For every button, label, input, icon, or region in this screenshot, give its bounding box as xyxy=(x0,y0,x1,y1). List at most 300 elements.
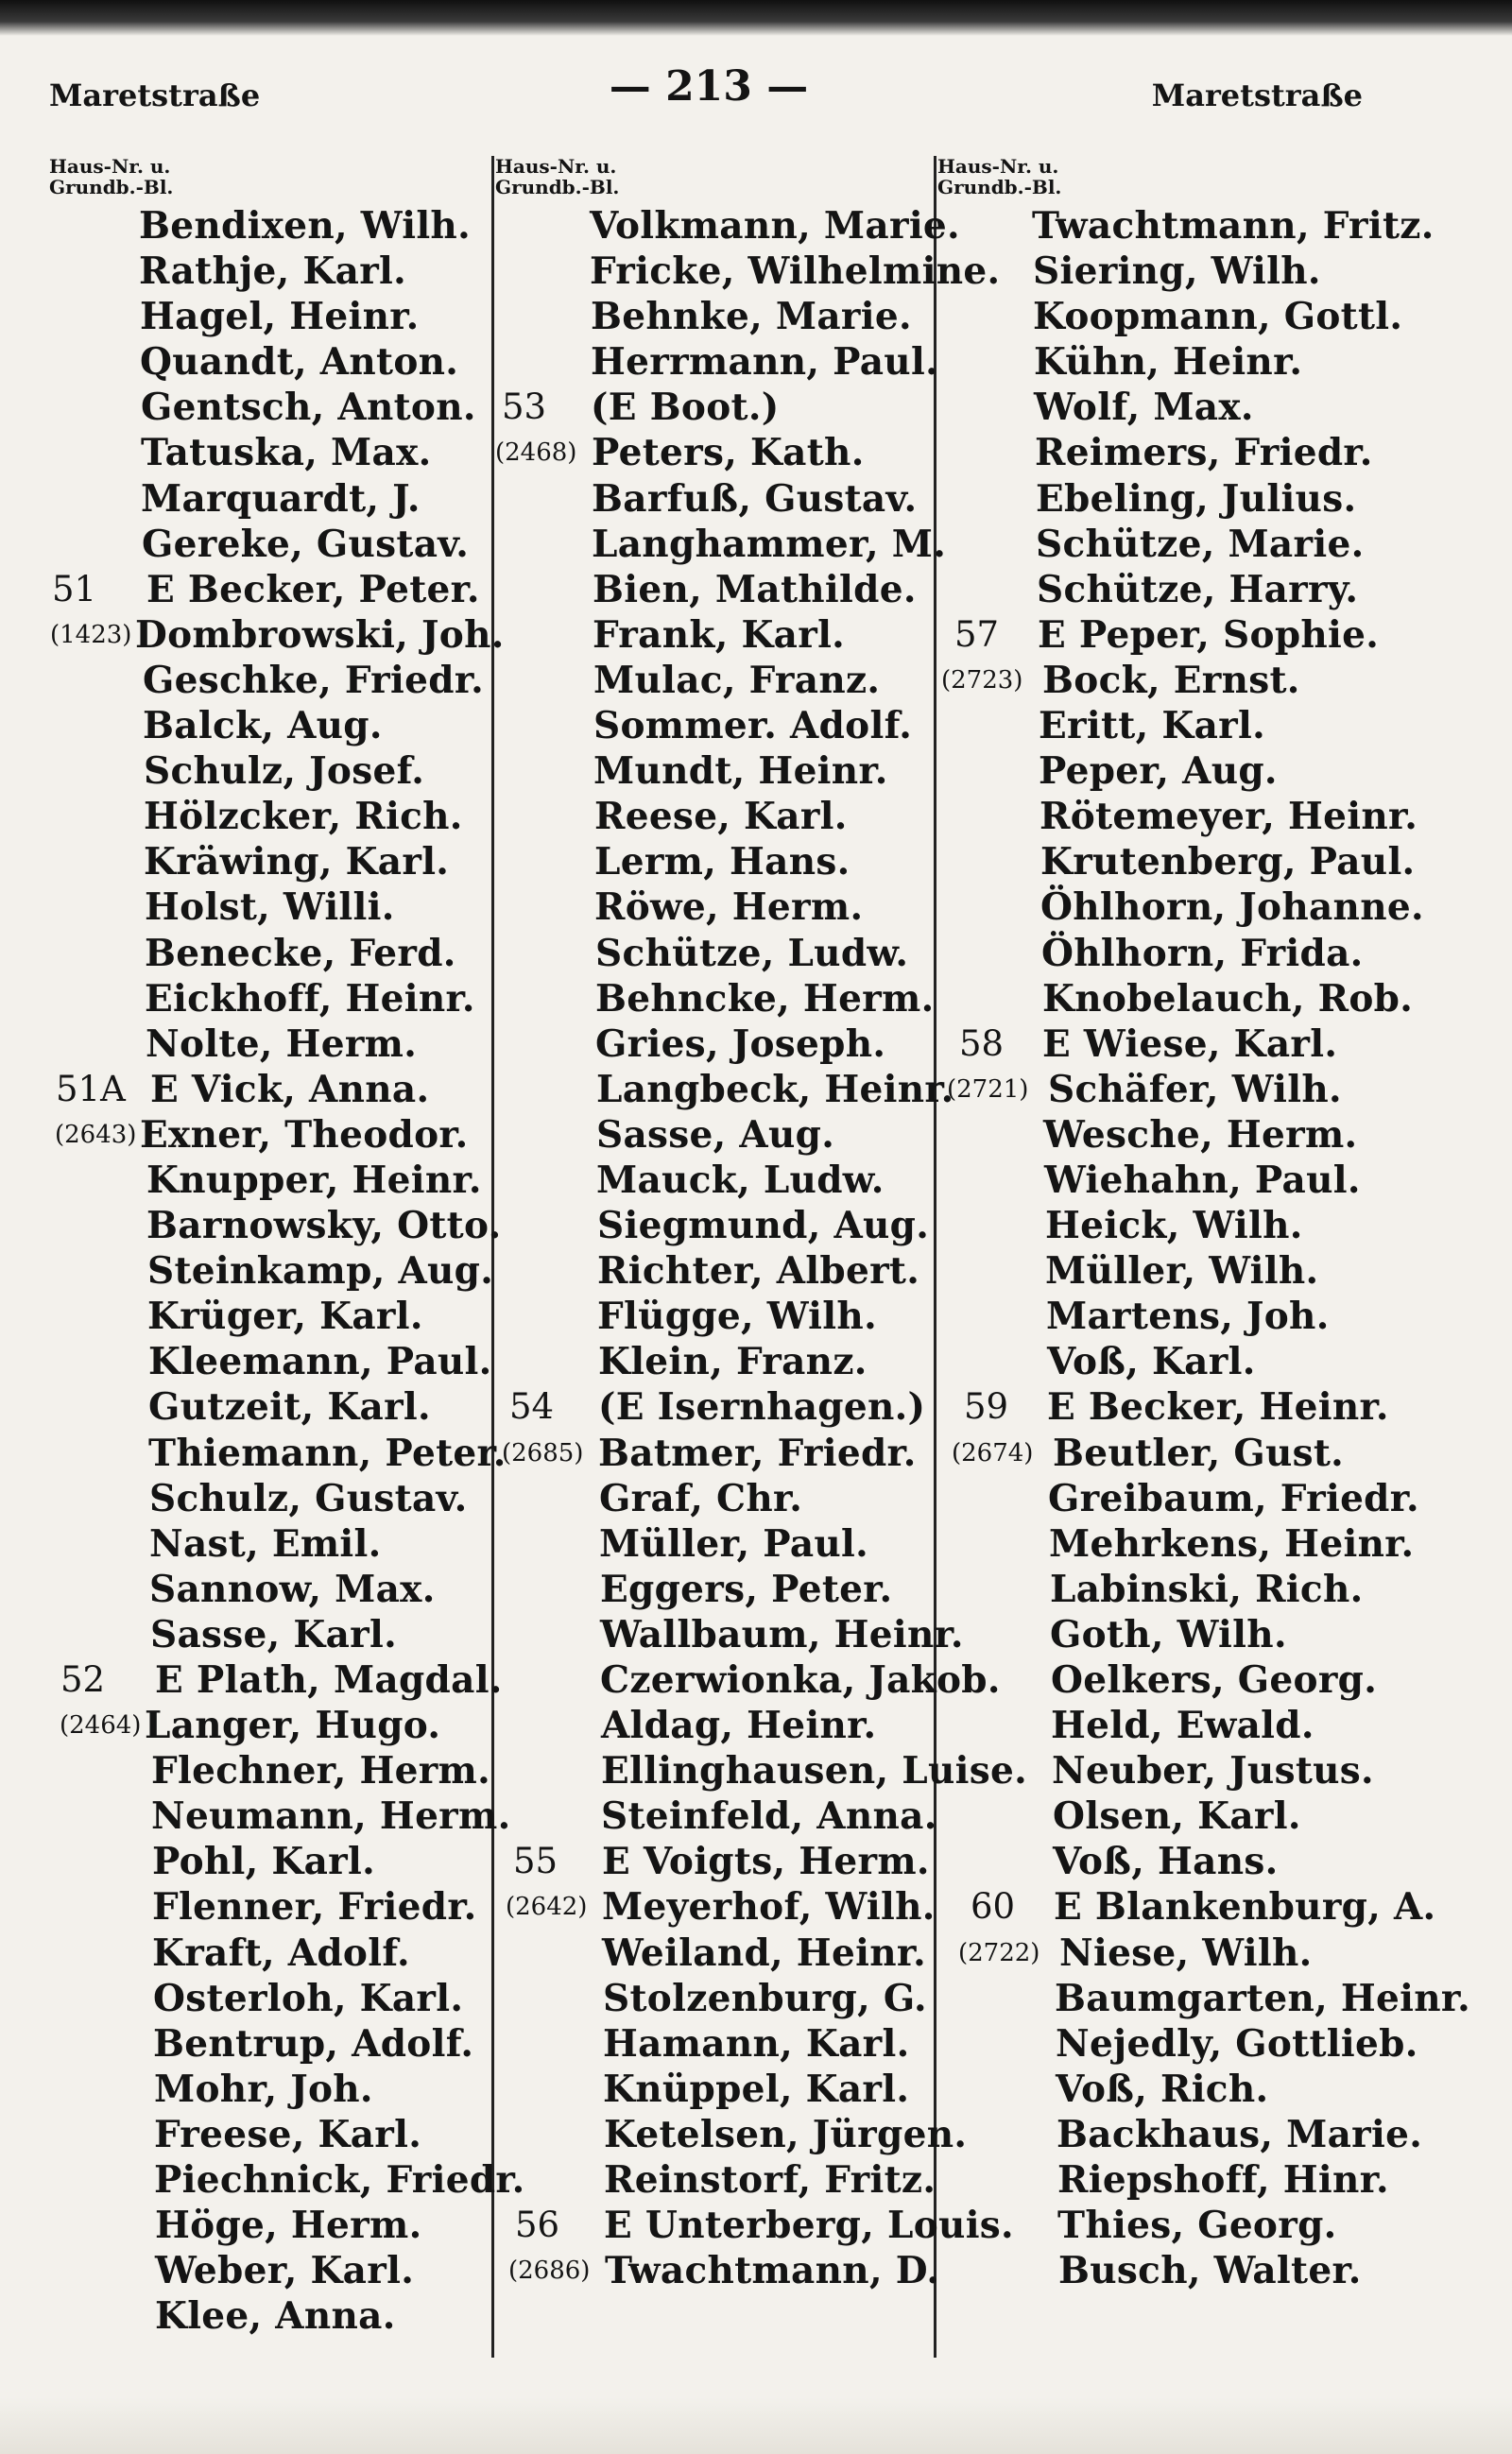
directory-entry xyxy=(937,884,1424,930)
directory-entry xyxy=(937,1294,1410,1339)
directory-entry xyxy=(49,931,484,976)
resident-name: Hagel, Heinr. xyxy=(140,295,420,339)
resident-name: Sommer. Adolf. xyxy=(593,704,913,748)
directory-entry xyxy=(49,476,484,522)
directory-entry xyxy=(495,1112,930,1158)
resident-name: Knüppel, Karl. xyxy=(603,2067,910,2111)
directory-entry xyxy=(937,1884,1436,1930)
directory-entry xyxy=(49,884,484,930)
directory-entry xyxy=(937,294,1410,339)
directory-entry xyxy=(937,1612,1410,1657)
resident-name: Schütze, Ludw. xyxy=(595,931,909,975)
resident-name: Ketelsen, Jürgen. xyxy=(604,2112,968,2156)
resident-name: Müller, Wilh. xyxy=(1045,1249,1319,1294)
directory-entry xyxy=(937,1384,1410,1430)
directory-entry xyxy=(49,1976,484,2021)
house-number: 52 xyxy=(60,1659,106,1700)
resident-name: Pohl, Karl. xyxy=(152,1840,376,1884)
directory-entry xyxy=(937,794,1418,839)
directory-entry xyxy=(49,703,484,748)
directory-entry xyxy=(937,2157,1410,2203)
resident-name: Thiemann, Peter. xyxy=(148,1431,507,1475)
land-register-number: (2674) xyxy=(952,1438,1034,1467)
resident-name: Neumann, Herm. xyxy=(151,1794,511,1839)
resident-name: Frank, Karl. xyxy=(593,612,846,657)
resident-name: Sasse, Aug. xyxy=(596,1112,835,1157)
resident-name: Dombrowski, Joh. xyxy=(135,612,505,657)
resident-name: (E Boot.) xyxy=(591,386,780,430)
directory-entry xyxy=(495,2157,936,2203)
directory-entry xyxy=(49,1703,484,1748)
directory-entry xyxy=(937,658,1410,703)
land-register-number: (1423) xyxy=(50,620,132,649)
directory-entry xyxy=(49,1521,484,1567)
resident-name: Mauck, Ludw. xyxy=(596,1158,885,1202)
resident-name: Röwe, Herm. xyxy=(594,885,864,930)
directory-entry xyxy=(495,931,930,976)
directory-entry xyxy=(495,884,930,930)
resident-name: E Unterberg, Louis. xyxy=(604,2204,1014,2248)
resident-name: Geschke, Friedr. xyxy=(143,658,484,702)
resident-name: Krüger, Karl. xyxy=(147,1295,423,1339)
directory-entry xyxy=(49,2067,484,2112)
land-register-number: (2643) xyxy=(55,1120,137,1149)
directory-entry xyxy=(49,1203,502,1248)
resident-name: Schütze, Harry. xyxy=(1037,567,1359,611)
directory-entry xyxy=(495,1612,964,1657)
directory-entry xyxy=(49,1476,484,1521)
resident-name: Bock, Ernst. xyxy=(1042,658,1300,702)
directory-entry xyxy=(49,658,484,703)
directory-entry xyxy=(495,1703,930,1748)
directory-entry xyxy=(937,931,1410,976)
directory-entry xyxy=(937,1158,1410,1203)
resident-name: Martens, Joh. xyxy=(1046,1295,1330,1339)
house-number: 59 xyxy=(964,1386,1009,1428)
house-number: 57 xyxy=(954,613,1000,655)
land-register-number: (2721) xyxy=(947,1074,1029,1104)
directory-entry xyxy=(495,1976,930,2021)
directory-entry xyxy=(495,339,938,385)
directory-entry xyxy=(937,1839,1410,1884)
resident-name: Neuber, Justus. xyxy=(1052,1749,1374,1793)
directory-entry xyxy=(937,1748,1410,1793)
directory-entry xyxy=(49,1839,484,1884)
directory-entry xyxy=(49,339,484,385)
resident-name: Peters, Kath. xyxy=(592,431,865,475)
resident-name: Schulz, Gustav. xyxy=(149,1476,468,1520)
directory-entry xyxy=(495,2112,968,2157)
resident-name: Öhlhorn, Johanne. xyxy=(1040,885,1424,930)
house-number: 55 xyxy=(513,1841,558,1882)
directory-entry xyxy=(495,976,935,1021)
resident-name: Riepshoff, Hinr. xyxy=(1057,2158,1389,2203)
resident-name: Eggers, Peter. xyxy=(600,1567,893,1611)
resident-name: Eritt, Karl. xyxy=(1039,704,1265,748)
directory-entry xyxy=(495,2248,940,2293)
resident-name: E Voigts, Herm. xyxy=(602,1840,930,1884)
land-register-number: (2685) xyxy=(502,1438,584,1467)
land-register-number: (2722) xyxy=(958,1938,1040,1967)
resident-name: Flenner, Friedr. xyxy=(152,1885,477,1930)
resident-name: Baumgarten, Heinr. xyxy=(1055,1976,1471,2020)
directory-entry xyxy=(937,2203,1410,2248)
directory-entry xyxy=(937,839,1416,884)
resident-name: Bien, Mathilde. xyxy=(593,567,917,611)
resident-name: Osterloh, Karl. xyxy=(153,1976,464,2020)
resident-name: Kräwing, Karl. xyxy=(144,840,450,884)
directory-entry xyxy=(49,1431,507,1476)
directory-entry xyxy=(49,1612,484,1657)
directory-entry xyxy=(495,1657,1001,1703)
resident-name: Batmer, Friedr. xyxy=(598,1431,917,1475)
running-head-left: Maretstraße xyxy=(49,77,261,113)
resident-name: Voß, Karl. xyxy=(1047,1340,1256,1384)
directory-entry xyxy=(495,1748,1027,1793)
resident-name: Langer, Hugo. xyxy=(145,1704,441,1748)
directory-entry xyxy=(495,249,1001,294)
resident-name: Wiehahn, Paul. xyxy=(1044,1158,1361,1202)
directory-entry xyxy=(49,2112,484,2157)
resident-name: Hölzcker, Rich. xyxy=(144,795,463,839)
directory-entry xyxy=(937,476,1410,522)
resident-name: Richter, Albert. xyxy=(597,1249,920,1294)
resident-name: Reimers, Friedr. xyxy=(1035,431,1373,475)
directory-entry xyxy=(937,1976,1471,2021)
resident-name: Behnke, Marie. xyxy=(591,295,912,339)
page-number: — 213 — xyxy=(609,62,809,111)
resident-name: Klee, Anna. xyxy=(155,2294,396,2339)
resident-name: E Blankenburg, A. xyxy=(1054,1885,1436,1930)
directory-entry xyxy=(937,1431,1410,1476)
directory-entry xyxy=(495,703,930,748)
directory-entry xyxy=(495,1339,930,1384)
land-register-number: (2468) xyxy=(495,438,577,468)
resident-name: Siering, Wilh. xyxy=(1033,249,1321,294)
resident-name: Mulac, Franz. xyxy=(593,658,881,702)
resident-name: Müller, Paul. xyxy=(599,1521,869,1566)
resident-name: E Vick, Anna. xyxy=(150,1067,430,1111)
directory-entry xyxy=(495,567,930,612)
resident-name: Stolzenburg, G. xyxy=(603,1976,927,2020)
directory-entry xyxy=(937,249,1410,294)
directory-entry xyxy=(495,294,930,339)
resident-name: Voß, Rich. xyxy=(1056,2067,1269,2111)
resident-name: Reese, Karl. xyxy=(594,795,848,839)
house-number: 53 xyxy=(502,386,547,428)
directory-entry xyxy=(937,2067,1410,2112)
directory-entry xyxy=(495,1839,930,1884)
column-3 xyxy=(937,155,1471,2293)
resident-name: (E Isernhagen.) xyxy=(598,1385,926,1430)
directory-entry xyxy=(49,203,484,249)
resident-name: Kleemann, Paul. xyxy=(148,1340,492,1384)
resident-name: Knobelauch, Rob. xyxy=(1042,976,1414,1021)
directory-entry xyxy=(49,249,484,294)
directory-entry xyxy=(49,1339,492,1384)
resident-name: Holst, Willi. xyxy=(145,885,395,930)
directory-entry xyxy=(937,1203,1410,1248)
resident-name: Gereke, Gustav. xyxy=(142,522,470,566)
scan-top-edge xyxy=(0,0,1512,36)
resident-name: Freese, Karl. xyxy=(154,2112,422,2156)
resident-name: Bentrup, Adolf. xyxy=(153,2021,474,2066)
house-number: 60 xyxy=(971,1886,1016,1928)
house-number: 54 xyxy=(509,1386,555,1428)
directory-entry xyxy=(49,1931,484,1976)
directory-entry xyxy=(49,1294,484,1339)
directory-entry xyxy=(937,1112,1410,1158)
resident-name: Flügge, Wilh. xyxy=(597,1295,877,1339)
column-header-line: Haus-Nr. u. xyxy=(495,155,617,178)
resident-name: Thies, Georg. xyxy=(1057,2204,1337,2248)
resident-name: Greibaum, Friedr. xyxy=(1048,1476,1419,1520)
page-header xyxy=(0,59,1512,125)
directory-entry xyxy=(495,1793,937,1839)
directory-entry xyxy=(937,1021,1410,1067)
resident-name: E Becker, Heinr. xyxy=(1047,1385,1389,1430)
directory-entry xyxy=(49,2248,484,2293)
resident-name: Gutzeit, Karl. xyxy=(148,1385,431,1430)
resident-name: Twachtmann, Fritz. xyxy=(1032,204,1435,248)
resident-name: Heick, Wilh. xyxy=(1045,1204,1303,1248)
column-header xyxy=(495,156,930,197)
column-header-line: Grundb.-Bl. xyxy=(495,176,620,198)
directory-entry xyxy=(49,1657,503,1703)
directory-entry xyxy=(495,2203,1014,2248)
resident-name: Held, Ewald. xyxy=(1051,1704,1314,1748)
directory-entry xyxy=(937,430,1410,475)
directory-entry xyxy=(937,748,1410,794)
resident-name: Balck, Aug. xyxy=(143,704,383,748)
resident-name: Twachtmann, D. xyxy=(605,2249,940,2293)
resident-name: Herrmann, Paul. xyxy=(591,340,938,385)
resident-name: Siegmund, Aug. xyxy=(597,1204,930,1248)
directory-entry xyxy=(495,1931,930,1976)
land-register-number: (2723) xyxy=(941,665,1023,695)
directory-entry xyxy=(937,1248,1410,1294)
directory-entry xyxy=(495,839,930,884)
directory-entry xyxy=(49,1567,484,1612)
resident-name: Hamann, Karl. xyxy=(603,2021,910,2066)
directory-entry xyxy=(49,2021,484,2067)
resident-name: Höge, Herm. xyxy=(155,2204,422,2248)
running-head-right: Maretstraße xyxy=(1151,77,1363,113)
resident-name: Sasse, Karl. xyxy=(150,1612,398,1656)
resident-name: Koopmann, Gottl. xyxy=(1033,295,1403,339)
directory-entry xyxy=(49,612,505,658)
resident-name: Schäfer, Wilh. xyxy=(1048,1067,1342,1111)
resident-name: Voß, Hans. xyxy=(1053,1840,1279,1884)
resident-name: Busch, Walter. xyxy=(1058,2249,1362,2293)
land-register-number: (2686) xyxy=(508,2257,591,2286)
directory-entry xyxy=(49,2293,484,2339)
directory-entry xyxy=(495,1294,930,1339)
resident-name: Wallbaum, Heinr. xyxy=(600,1612,964,1656)
resident-name: Gentsch, Anton. xyxy=(141,386,476,430)
directory-entry xyxy=(937,1931,1410,1976)
resident-name: Czerwionka, Jakob. xyxy=(600,1658,1001,1702)
resident-name: Meyerhof, Wilh. xyxy=(602,1885,936,1930)
directory-entry xyxy=(49,294,484,339)
directory-entry xyxy=(937,1657,1410,1703)
resident-name: Piechnick, Friedr. xyxy=(154,2158,525,2203)
directory-entry xyxy=(495,522,947,567)
directory-entry xyxy=(49,1793,511,1839)
resident-name: Rötemeyer, Heinr. xyxy=(1040,795,1418,839)
column-divider xyxy=(934,156,936,2358)
resident-name: Bendixen, Wilh. xyxy=(139,204,471,248)
resident-name: Flechner, Herm. xyxy=(151,1749,491,1793)
directory-entry xyxy=(937,1793,1410,1839)
resident-name: Weber, Karl. xyxy=(155,2249,415,2293)
directory-entry xyxy=(937,567,1410,612)
directory-entry xyxy=(49,748,484,794)
directory-entry xyxy=(495,1067,954,1112)
resident-name: Kraft, Adolf. xyxy=(152,1931,410,1975)
resident-name: Eickhoff, Heinr. xyxy=(145,976,475,1021)
directory-entry xyxy=(937,1067,1410,1112)
directory-entry xyxy=(937,203,1435,249)
resident-name: Labinski, Rich. xyxy=(1050,1567,1364,1611)
directory-entry xyxy=(495,2067,930,2112)
resident-name: Lerm, Hans. xyxy=(594,840,850,884)
column-header-line: Haus-Nr. u. xyxy=(49,155,171,178)
directory-entry xyxy=(937,612,1410,658)
directory-entry xyxy=(495,1567,930,1612)
resident-name: Mundt, Heinr. xyxy=(593,749,888,794)
resident-name: Mehrkens, Heinr. xyxy=(1049,1521,1415,1566)
directory-entry xyxy=(49,976,484,1021)
column-header-line: Grundb.-Bl. xyxy=(49,176,174,198)
resident-name: Schulz, Josef. xyxy=(144,749,425,794)
directory-entry xyxy=(495,1203,930,1248)
resident-name: Volkmann, Marie. xyxy=(590,204,960,248)
resident-name: Tatuska, Max. xyxy=(141,431,432,475)
directory-entry xyxy=(937,1521,1415,1567)
directory-entry xyxy=(495,658,930,703)
directory-entry xyxy=(937,976,1414,1021)
column-header xyxy=(937,156,1410,197)
directory-entry xyxy=(495,430,930,475)
resident-name: Olsen, Karl. xyxy=(1053,1794,1301,1839)
resident-name: Weiland, Heinr. xyxy=(602,1931,926,1975)
directory-entry xyxy=(937,1567,1410,1612)
directory-entry xyxy=(937,1476,1419,1521)
resident-name: Reinstorf, Fritz. xyxy=(604,2158,936,2203)
directory-entry xyxy=(49,1384,484,1430)
directory-entry xyxy=(495,203,960,249)
directory-entry xyxy=(49,2157,525,2203)
resident-name: Aldag, Heinr. xyxy=(601,1704,877,1748)
resident-name: Exner, Theodor. xyxy=(140,1112,469,1157)
house-number: 56 xyxy=(515,2205,560,2246)
directory-entry xyxy=(495,1158,930,1203)
resident-name: Barnowsky, Otto. xyxy=(146,1204,502,1248)
directory-entry xyxy=(495,385,930,430)
resident-name: Peper, Aug. xyxy=(1039,749,1278,794)
resident-name: E Peper, Sophie. xyxy=(1038,612,1380,657)
directory-entry xyxy=(495,1884,936,1930)
resident-name: Klein, Franz. xyxy=(598,1340,868,1384)
directory-entry xyxy=(937,1703,1410,1748)
directory-entry xyxy=(495,612,930,658)
directory-entry xyxy=(495,1431,930,1476)
resident-name: Quandt, Anton. xyxy=(140,340,459,385)
resident-name: Rathje, Karl. xyxy=(139,249,407,294)
directory-entry xyxy=(495,2021,930,2067)
resident-name: Barfuß, Gustav. xyxy=(592,476,918,521)
resident-name: Wesche, Herm. xyxy=(1043,1112,1358,1157)
directory-entry xyxy=(495,1248,930,1294)
directory-entry xyxy=(495,1021,930,1067)
resident-name: Langhammer, M. xyxy=(592,522,947,566)
resident-name: Gries, Joseph. xyxy=(595,1021,886,1066)
directory-entry xyxy=(495,476,930,522)
resident-name: Graf, Chr. xyxy=(599,1476,803,1520)
directory-entry xyxy=(49,794,484,839)
resident-name: E Plath, Magdal. xyxy=(155,1658,503,1702)
resident-name: Knupper, Heinr. xyxy=(146,1158,482,1202)
resident-name: Steinkamp, Aug. xyxy=(147,1249,494,1294)
resident-name: Oelkers, Georg. xyxy=(1051,1658,1378,1702)
resident-name: Marquardt, J. xyxy=(141,476,421,521)
directory-entry xyxy=(49,2203,484,2248)
resident-name: Niese, Wilh. xyxy=(1059,1931,1313,1975)
resident-name: Wolf, Max. xyxy=(1034,386,1254,430)
directory-entry xyxy=(937,339,1410,385)
directory-entry xyxy=(49,1248,494,1294)
land-register-number: (2642) xyxy=(506,1893,588,1922)
directory-entry xyxy=(937,703,1410,748)
resident-name: Kühn, Heinr. xyxy=(1034,340,1303,385)
directory-entry xyxy=(495,1521,930,1567)
column-header-line: Haus-Nr. u. xyxy=(937,155,1059,178)
house-number: 51 xyxy=(52,568,97,609)
resident-name: Steinfeld, Anna. xyxy=(601,1794,937,1839)
directory-entry xyxy=(49,1158,484,1203)
resident-name: E Wiese, Karl. xyxy=(1042,1021,1338,1066)
directory-entry xyxy=(937,385,1410,430)
land-register-number: (2464) xyxy=(60,1711,142,1741)
resident-name: Beutler, Gust. xyxy=(1053,1431,1345,1475)
directory-entry xyxy=(49,1112,484,1158)
resident-name: Sannow, Max. xyxy=(149,1567,436,1611)
resident-name: Mohr, Joh. xyxy=(154,2067,373,2111)
directory-entry xyxy=(49,430,484,475)
directory-entry xyxy=(937,1339,1410,1384)
directory-entry xyxy=(49,1748,491,1793)
directory-entry xyxy=(495,794,930,839)
resident-name: Benecke, Ferd. xyxy=(145,931,456,975)
resident-name: Behncke, Herm. xyxy=(595,976,935,1021)
scan-bottom-edge xyxy=(0,2397,1512,2454)
house-number: 58 xyxy=(959,1022,1005,1064)
house-number: 51A xyxy=(56,1068,126,1109)
resident-name: Nejedly, Gottlieb. xyxy=(1056,2021,1418,2066)
resident-name: Nast, Emil. xyxy=(149,1521,382,1566)
directory-entry xyxy=(937,2112,1423,2157)
resident-name: E Becker, Peter. xyxy=(146,567,480,611)
column-header xyxy=(49,156,484,197)
resident-name: Ebeling, Julius. xyxy=(1036,476,1357,521)
resident-name: Fricke, Wilhelmine. xyxy=(590,249,1001,294)
resident-name: Nolte, Herm. xyxy=(146,1021,418,1066)
directory-entry xyxy=(49,522,484,567)
resident-name: Goth, Wilh. xyxy=(1050,1612,1287,1656)
resident-name: Backhaus, Marie. xyxy=(1057,2112,1423,2156)
column-header-line: Grundb.-Bl. xyxy=(937,176,1062,198)
